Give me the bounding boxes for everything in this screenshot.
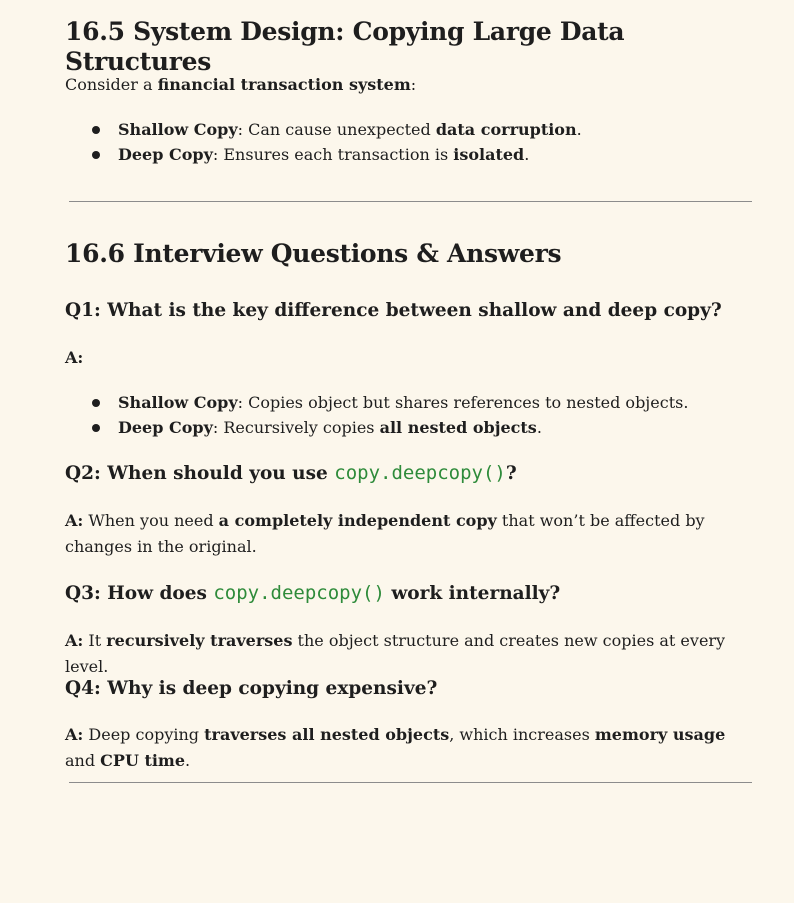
inline-code: copy.deepcopy() bbox=[213, 582, 385, 604]
list-item bbox=[65, 390, 752, 415]
answer-label: A: bbox=[65, 348, 84, 367]
q1-question: Q1: What is the key difference between shallow and deep copy? bbox=[65, 300, 722, 321]
answer-label: A: bbox=[65, 725, 84, 744]
answer-end: . bbox=[185, 751, 191, 770]
intro-bold: financial transaction system bbox=[157, 75, 411, 94]
bullet-term: Shallow Copy bbox=[118, 120, 238, 139]
answer-text: and bbox=[65, 751, 101, 770]
answer-bold: memory usage bbox=[594, 725, 726, 744]
question-suffix: work internally? bbox=[384, 583, 561, 604]
bullet-end: . bbox=[576, 120, 582, 139]
intro-suffix: : bbox=[410, 75, 417, 94]
section-16-6-heading: 16.6 Interview Questions & Answers bbox=[65, 239, 562, 268]
answer-text: , which increases bbox=[449, 725, 595, 744]
bullet-text: : Can cause unexpected bbox=[237, 120, 436, 139]
bullet-term: Deep Copy bbox=[118, 145, 213, 164]
bullet-end: . bbox=[524, 145, 530, 164]
question-text: Q3: How does bbox=[65, 583, 214, 604]
q1-bullet-list bbox=[65, 390, 752, 440]
inline-code: copy.deepcopy() bbox=[334, 462, 506, 484]
bullet-bold: data corruption bbox=[435, 120, 577, 139]
list-item bbox=[65, 415, 752, 440]
q3-answer bbox=[65, 628, 752, 680]
bullet-term: Deep Copy bbox=[118, 418, 213, 437]
answer-text: the object structure and creates new copies at every level. bbox=[65, 631, 726, 676]
answer-text: that won’t be affected by changes in the original. bbox=[65, 511, 705, 556]
list-item bbox=[65, 117, 752, 142]
q1-answer-label bbox=[65, 345, 752, 371]
answer-bold: CPU time bbox=[100, 751, 186, 770]
bullet-term: Shallow Copy bbox=[118, 393, 238, 412]
answer-bold: traverses all nested objects bbox=[204, 725, 450, 744]
question-suffix: ? bbox=[505, 463, 517, 484]
answer-text: It bbox=[83, 631, 107, 650]
bullet-text: : Recursively copies bbox=[212, 418, 380, 437]
answer-text: Deep copying bbox=[83, 725, 205, 744]
bullet-bold: all nested objects bbox=[379, 418, 537, 437]
q4-answer bbox=[65, 722, 752, 774]
bullet-bold: isolated bbox=[453, 145, 525, 164]
bullet-text: : Ensures each transaction is bbox=[212, 145, 454, 164]
q4-question: Q4: Why is deep copying expensive? bbox=[65, 678, 438, 699]
section-16-5-heading: 16.5 System Design: Copying Large Data Structures bbox=[65, 17, 625, 76]
answer-label: A: bbox=[65, 631, 84, 650]
q2-answer bbox=[65, 508, 752, 560]
q2-question bbox=[65, 462, 752, 486]
section-16-5-intro bbox=[65, 72, 752, 98]
bullet-end: . bbox=[536, 418, 542, 437]
section-16-5-bullet-list bbox=[65, 117, 752, 167]
bullet-text: : Copies object but shares references to nested objects. bbox=[237, 393, 689, 412]
answer-label: A: bbox=[65, 511, 84, 530]
answer-text: When you need bbox=[83, 511, 219, 530]
list-item bbox=[65, 142, 752, 167]
question-text: Q2: When should you use bbox=[65, 463, 335, 484]
answer-bold: recursively traverses bbox=[106, 631, 293, 650]
answer-bold: a completely independent copy bbox=[218, 511, 497, 530]
intro-text: Consider a bbox=[65, 75, 158, 94]
section-divider bbox=[69, 201, 752, 202]
section-divider bbox=[69, 782, 752, 783]
q3-question bbox=[65, 582, 752, 606]
